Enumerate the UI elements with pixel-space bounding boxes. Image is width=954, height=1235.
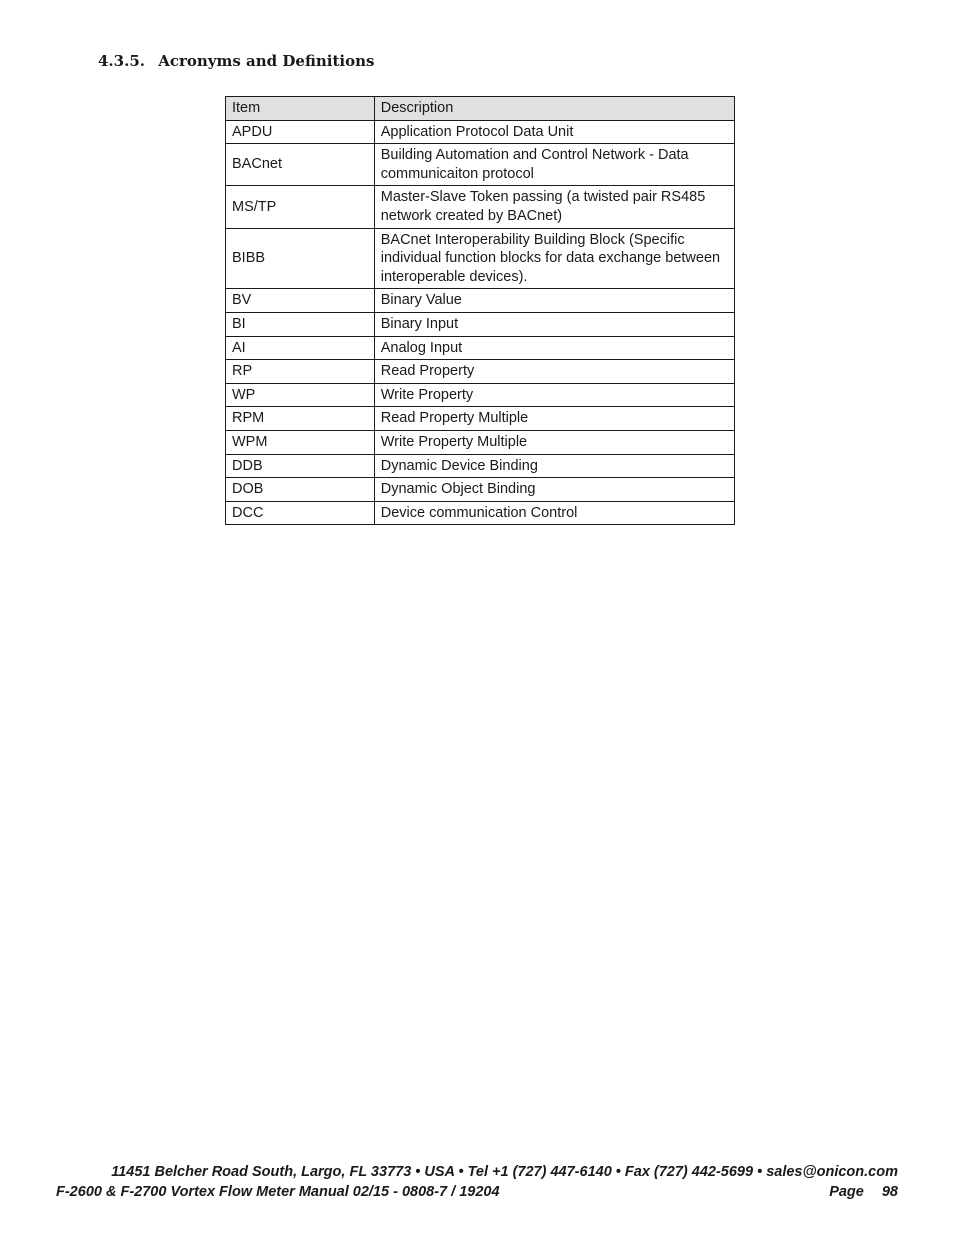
footer-page [829,1182,898,1202]
definition-cell: Dynamic Device Binding [374,454,734,478]
acronym-cell: BACnet [226,144,375,186]
acronym-cell: APDU [226,120,375,144]
acronym-cell: MS/TP [226,186,375,228]
acronym-cell: DDB [226,454,375,478]
acronym-cell: AI [226,336,375,360]
acronyms-table [225,96,735,525]
section-title: Acronyms and Definitions [158,52,375,70]
page-number: 98 [881,1184,898,1200]
table-row [226,289,735,313]
section-heading [98,52,374,70]
definition-cell: Master-Slave Token passing (a twisted pair RS485 network created by BACnet) [374,186,734,228]
footer-manual-title: F-2600 & F-2700 Vortex Flow Meter Manual 02/15 - 0808-7 / 19204 [56,1184,500,1200]
table-row [226,501,735,525]
footer-address: 11451 Belcher Road South, Largo, FL 33773 • USA • Tel +1 (727) 447-6140 • Fax (727) 442-5699 • sales@onicon.com [111,1164,898,1180]
definition-cell: Write Property Multiple [374,430,734,454]
table-row [226,312,735,336]
page-label: Page [829,1184,864,1200]
definition-cell: Read Property [374,360,734,384]
footer-manual-line [56,1182,898,1202]
acronym-cell: DCC [226,501,375,525]
section-number: 4.3.5. [98,52,145,70]
definition-cell: Application Protocol Data Unit [374,120,734,144]
definition-cell: Dynamic Object Binding [374,478,734,502]
column-header-description: Description [374,97,734,121]
definition-cell: Binary Input [374,312,734,336]
table-row [226,186,735,228]
acronym-cell: WP [226,383,375,407]
table-row [226,478,735,502]
table-row [226,454,735,478]
table-row [226,144,735,186]
table-header-row [226,97,735,121]
table-row [226,228,735,289]
definition-cell: Analog Input [374,336,734,360]
table-row [226,336,735,360]
table-row [226,360,735,384]
acronym-cell: BV [226,289,375,313]
acronym-cell: BI [226,312,375,336]
definition-cell: Binary Value [374,289,734,313]
table-row [226,120,735,144]
definition-cell: Device communication Control [374,501,734,525]
definition-cell: Write Property [374,383,734,407]
acronym-cell: BIBB [226,228,375,289]
definition-cell: Building Automation and Control Network - Data communicaiton protocol [374,144,734,186]
acronym-cell: DOB [226,478,375,502]
acronym-cell: WPM [226,430,375,454]
table-row [226,430,735,454]
definition-cell: BACnet Interoperability Building Block (Specific individual function blocks for data exchange between interoperable devices). [374,228,734,289]
acronym-cell: RP [226,360,375,384]
column-header-item: Item [226,97,375,121]
table-row [226,407,735,431]
table-row [226,383,735,407]
acronym-cell: RPM [226,407,375,431]
definition-cell: Read Property Multiple [374,407,734,431]
